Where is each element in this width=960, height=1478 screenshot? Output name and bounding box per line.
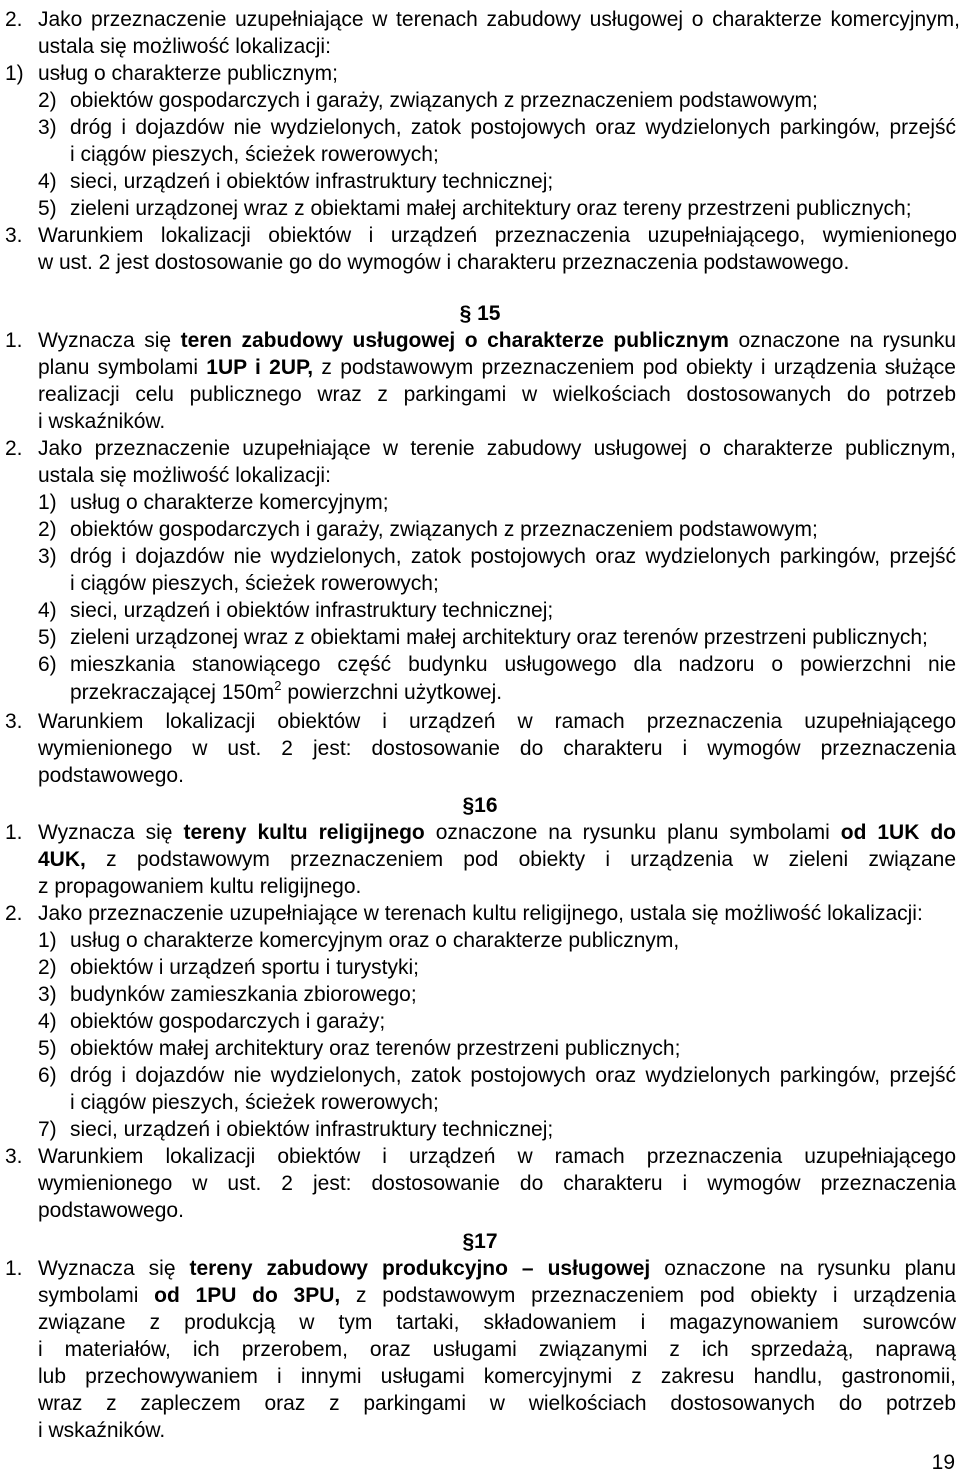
text-line <box>70 1116 553 1143</box>
text-run: obiektów i urządzeń sportu i turystyki; <box>70 956 419 979</box>
text-run: wraz z zapleczem oraz z parkingami w wielkościach dostosowanych do potrzeb <box>38 1392 956 1415</box>
text-line <box>38 1417 165 1444</box>
text-line <box>70 597 553 624</box>
text-run: symbolami <box>38 1284 155 1307</box>
list-marker: 2. <box>5 437 23 460</box>
list-marker: 6) <box>38 1064 57 1087</box>
list-marker: 2. <box>5 8 23 31</box>
text-run: Jako przeznaczenie uzupełniające w terenie zabudowy usługowej o charakterze publicznym, <box>38 437 956 460</box>
text-line <box>70 679 502 706</box>
list-marker: 3. <box>5 224 23 247</box>
text-line <box>38 33 331 60</box>
text-run: i ciągów pieszych, ścieżek rowerowych; <box>70 143 439 166</box>
text-line <box>70 114 956 141</box>
text-run: planu symbolami <box>38 356 207 379</box>
text-run: i materiałów, ich przerobem, oraz usługami związanymi z ich sprzedażą, naprawą <box>38 1338 956 1361</box>
list-marker: 5) <box>38 626 57 649</box>
text-line <box>38 222 957 249</box>
text-line <box>38 327 956 354</box>
text-run: budynków zamieszkania zbiorowego; <box>70 983 417 1006</box>
list-marker: 2) <box>38 89 57 112</box>
text-line <box>38 1170 956 1197</box>
text-line <box>38 1336 956 1363</box>
text-run: dróg i dojazdów nie wydzielonych, zatok postojowych oraz wydzielonych parkingów, przejść <box>70 116 956 139</box>
list-marker: 1. <box>5 1257 23 1280</box>
list-marker: 5) <box>38 1037 57 1060</box>
text-run: i ciągów pieszych, ścieżek rowerowych; <box>70 572 439 595</box>
list-marker: 1. <box>5 329 23 352</box>
text-run: podstawowego. <box>38 1199 184 1222</box>
text-line <box>70 1008 385 1035</box>
text-run: zieleni urządzonej wraz z obiektami małej architektury oraz tereny przestrzeni publicznych; <box>70 197 912 220</box>
text-run: przekraczającej 150m <box>70 681 275 704</box>
text-line <box>70 1062 956 1089</box>
text-run: lub przechowywaniem i innymi usługami komercyjnymi z zakresu handlu, gastronomii, <box>38 1365 956 1388</box>
text-run: Wyznacza się <box>38 1257 190 1280</box>
text-run: zieleni urządzonej wraz z obiektami małej architektury oraz terenów przestrzeni publicznych; <box>70 626 928 649</box>
text-run: mieszkania stanowiącego część budynku usługowego dla nadzoru o powierzchni nie <box>70 653 956 676</box>
bold-text: od 1UK do <box>840 821 956 844</box>
bold-text: od 1PU do 3PU, <box>154 1284 341 1307</box>
text-line <box>38 354 956 381</box>
section-heading: § 15 <box>459 302 501 325</box>
text-run: Jako przeznaczenie uzupełniające w terenach zabudowy usługowej o charakterze komercyjnym, <box>38 8 960 31</box>
list-marker: 6) <box>38 653 57 676</box>
bold-text: teren zabudowy usługowej o charakterze publicznym <box>180 329 729 352</box>
text-line <box>38 735 956 762</box>
list-marker: 3) <box>38 545 57 568</box>
text-line <box>70 195 912 222</box>
text-run: z podstawowym przeznaczeniem pod obiekty i urządzenia w zieleni związane <box>85 848 956 871</box>
text-run: obiektów gospodarczych i garaży, związanych z przeznaczeniem podstawowym; <box>70 518 818 541</box>
text-run: ustala się możliwość lokalizacji: <box>38 35 331 58</box>
text-run: oznaczone na rysunku <box>728 329 957 352</box>
text-run: w ust. 2 jest dostosowanie go do wymogów i charakteru przeznaczenia podstawowego. <box>38 251 850 274</box>
text-run: sieci, urządzeń i obiektów infrastruktury technicznej; <box>70 1118 554 1141</box>
text-run: podstawowego. <box>38 764 184 787</box>
text-run: ustala się możliwość lokalizacji: <box>38 464 331 487</box>
text-run: sieci, urządzeń i obiektów infrastruktury technicznej; <box>70 599 554 622</box>
text-run: Warunkiem lokalizacji obiektów i urządzeń przeznaczenia uzupełniającego, wymienionego <box>38 224 957 247</box>
text-run: Jako przeznaczenie uzupełniające w terenach kultu religijnego, ustala się możliwość lokalizacji: <box>38 902 923 925</box>
text-run: wymienionego w ust. 2 jest: dostosowanie do charakteru i wymogów przeznaczenia <box>38 1172 956 1195</box>
text-run: obiektów małej architektury oraz terenów przestrzeni publicznych; <box>70 1037 681 1060</box>
list-marker: 3) <box>38 983 57 1006</box>
text-line <box>38 381 956 408</box>
text-run: powierzchni użytkowej. <box>281 681 503 704</box>
text-line <box>38 1197 184 1224</box>
text-line <box>38 249 849 276</box>
list-marker: 2) <box>38 956 57 979</box>
text-line <box>38 708 956 735</box>
list-marker: 1) <box>38 491 57 514</box>
text-run: obiektów gospodarczych i garaży, związanych z przeznaczeniem podstawowym; <box>70 89 818 112</box>
list-marker: 1) <box>38 929 57 952</box>
text-line <box>70 981 417 1008</box>
text-run: obiektów gospodarczych i garaży; <box>70 1010 386 1033</box>
section-heading: §17 <box>462 1230 498 1253</box>
text-line <box>38 819 956 846</box>
text-line <box>38 900 923 927</box>
text-line <box>70 954 419 981</box>
text-run: Warunkiem lokalizacji obiektów i urządzeń w ramach przeznaczenia uzupełniającego <box>38 710 956 733</box>
text-run: i wskaźników. <box>38 410 166 433</box>
text-run: dróg i dojazdów nie wydzielonych, zatok postojowych oraz wydzielonych parkingów, przejść <box>70 1064 956 1087</box>
text-line <box>38 408 165 435</box>
text-run: z podstawowym przeznaczeniem pod obiekty i urządzenia <box>340 1284 956 1307</box>
text-run: realizacji celu publicznego wraz z parkingami w wielkościach dostosowanych do potrzeb <box>38 383 956 406</box>
text-line <box>70 1035 680 1062</box>
list-marker: 1. <box>5 821 23 844</box>
text-line <box>38 1143 956 1170</box>
text-run: z podstawowym przeznaczeniem pod obiekty i urządzenia służące <box>313 356 956 379</box>
list-marker: 3. <box>5 1145 23 1168</box>
text-line <box>70 1089 439 1116</box>
text-run: z propagowaniem kultu religijnego. <box>38 875 362 898</box>
text-run: i wskaźników. <box>38 1419 166 1442</box>
text-line <box>38 1309 956 1336</box>
list-marker: 7) <box>38 1118 57 1141</box>
list-marker: 4) <box>38 170 57 193</box>
list-marker: 3) <box>38 116 57 139</box>
text-run: wymienionego w ust. 2 jest: dostosowanie do charakteru i wymogów przeznaczenia <box>38 737 956 760</box>
text-run: usług o charakterze komercyjnym oraz o charakterze publicznym, <box>70 929 680 952</box>
text-line <box>70 927 679 954</box>
text-line <box>70 141 439 168</box>
text-line <box>70 543 956 570</box>
text-line <box>38 60 338 87</box>
text-line <box>70 570 439 597</box>
text-line <box>38 873 361 900</box>
list-marker: 1) <box>5 62 24 85</box>
text-line <box>70 87 818 114</box>
list-marker: 5) <box>38 197 57 220</box>
superscript: 2 <box>274 678 282 693</box>
list-marker: 3. <box>5 710 23 733</box>
text-run: usług o charakterze komercyjnym; <box>70 491 389 514</box>
text-line <box>38 462 331 489</box>
text-line <box>70 624 928 651</box>
text-run: oznaczone na rysunku planu <box>650 1257 957 1280</box>
list-marker: 2) <box>38 518 57 541</box>
text-run: Wyznacza się <box>38 329 181 352</box>
list-marker: 4) <box>38 1010 57 1033</box>
bold-text: 4UK, <box>38 848 86 871</box>
text-line <box>70 168 553 195</box>
text-line <box>70 489 389 516</box>
text-line <box>70 651 956 678</box>
bold-text: tereny kultu religijnego <box>183 821 425 844</box>
text-line <box>38 435 956 462</box>
section-heading: §16 <box>462 794 498 817</box>
text-run: sieci, urządzeń i obiektów infrastruktury technicznej; <box>70 170 554 193</box>
list-marker: 4) <box>38 599 57 622</box>
bold-text: tereny zabudowy produkcyjno – usługowej <box>189 1257 651 1280</box>
bold-text: 1UP i 2UP, <box>206 356 314 379</box>
text-line <box>38 1255 956 1282</box>
text-run: dróg i dojazdów nie wydzielonych, zatok postojowych oraz wydzielonych parkingów, przejść <box>70 545 956 568</box>
text-run: i ciągów pieszych, ścieżek rowerowych; <box>70 1091 439 1114</box>
text-line <box>38 1390 956 1417</box>
text-run: Wyznacza się <box>38 821 184 844</box>
text-line <box>38 1282 956 1309</box>
text-run: oznaczone na rysunku planu symbolami <box>424 821 841 844</box>
text-line <box>38 846 956 873</box>
text-line <box>38 762 184 789</box>
text-line <box>70 516 818 543</box>
page-number: 19 <box>931 1451 955 1474</box>
list-marker: 2. <box>5 902 23 925</box>
text-run: usług o charakterze publicznym; <box>38 62 338 85</box>
text-run: Warunkiem lokalizacji obiektów i urządzeń w ramach przeznaczenia uzupełniającego <box>38 1145 956 1168</box>
text-line <box>38 1363 956 1390</box>
text-run: związane z produkcją w tym tartaki, składowaniem i magazynowaniem surowców <box>38 1311 956 1334</box>
text-line <box>38 6 960 33</box>
